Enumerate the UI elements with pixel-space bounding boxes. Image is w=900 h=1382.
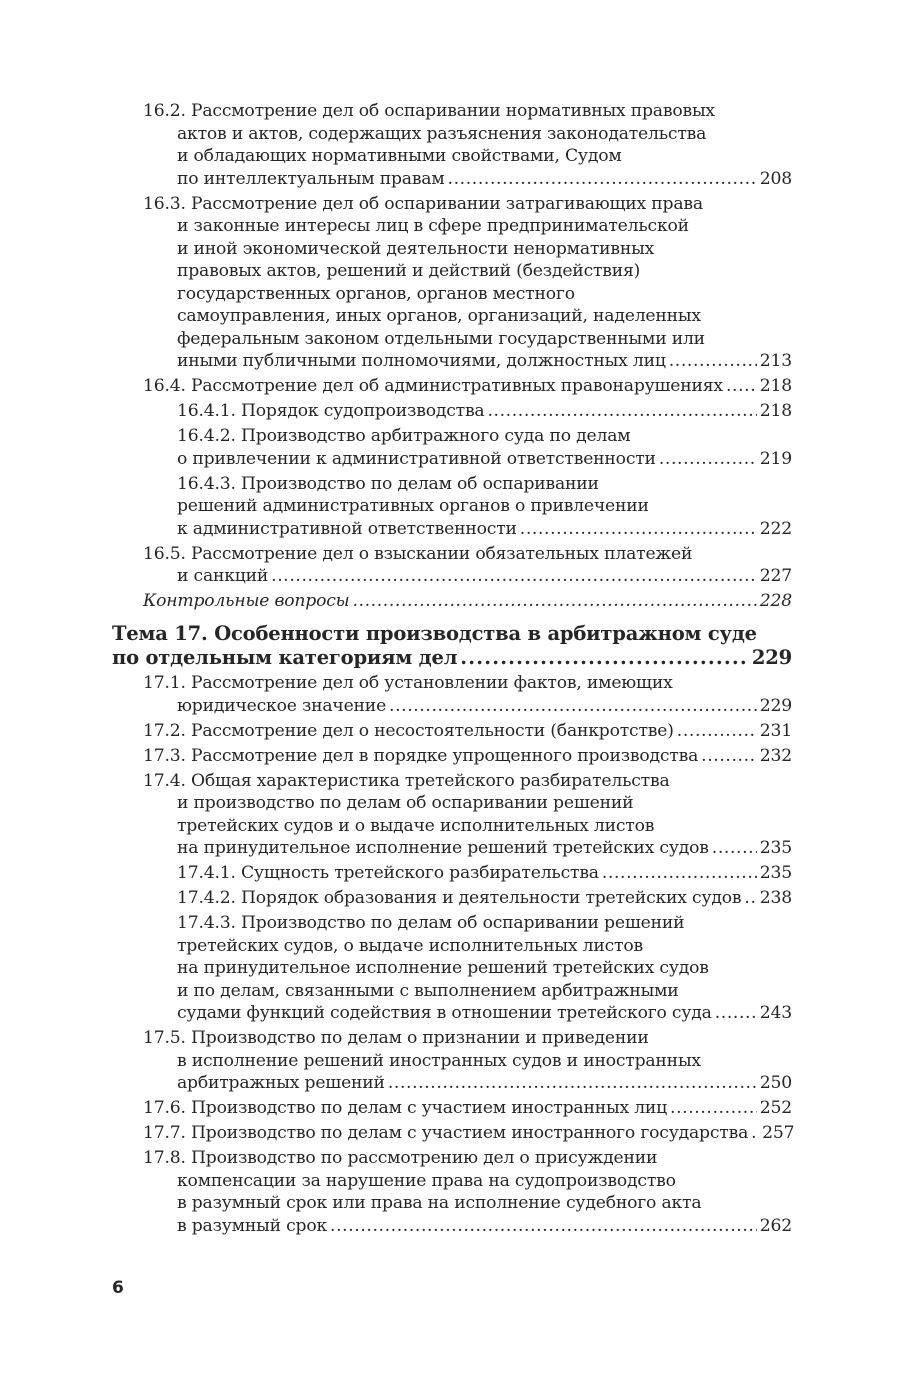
toc-entry-text: 16.2. Рассмотрение дел об оспаривании нормативных правовых	[143, 101, 715, 121]
toc-entry-text: и обладающих нормативными свойствами, Судом	[177, 146, 622, 166]
toc-entry-last-line	[143, 1097, 792, 1120]
toc-entry-text: 17.4.2. Порядок образования и деятельности третейских судов	[177, 888, 742, 908]
toc-entry[interactable]	[177, 862, 792, 885]
toc-entry-text: по отдельным категориям дел	[112, 645, 458, 669]
toc-entry-text: 17.4. Общая характеристика третейского разбирательства	[143, 770, 670, 791]
toc-entry-last-line	[143, 837, 792, 860]
toc-entry[interactable]	[143, 193, 792, 373]
dot-leader	[715, 1002, 757, 1025]
toc-entry-last-line	[143, 590, 792, 613]
toc-entry[interactable]	[177, 887, 792, 910]
dot-leader	[520, 518, 757, 541]
toc-page-number: 231	[759, 720, 792, 741]
toc-page-number: 208	[759, 168, 792, 189]
dot-leader	[726, 375, 757, 398]
dot-leader	[744, 887, 756, 910]
toc-entry-last-line	[143, 745, 792, 768]
toc-entry-last-line	[143, 1072, 792, 1095]
toc-page-number: 235	[759, 863, 792, 883]
toc-page-number: 257	[762, 1123, 795, 1143]
dot-leader	[602, 862, 757, 885]
toc-entry-last-line	[143, 1122, 795, 1145]
toc-entry-last-line	[177, 887, 792, 910]
toc-entry-last-line	[143, 375, 792, 398]
toc-entry-text: 16.4.2. Производство арбитражного суда по делам	[177, 426, 631, 446]
toc-entry-text: 16.4.1. Порядок судопроизводства	[177, 401, 485, 421]
dot-leader	[669, 350, 757, 373]
toc-page-number: 228	[759, 591, 792, 611]
toc-entry[interactable]	[143, 770, 792, 860]
dot-leader	[677, 720, 757, 743]
toc-page-number: 235	[759, 838, 792, 858]
toc-entry-text: 17.4.3. Производство по делам об оспаривании решений	[177, 913, 685, 933]
toc-entry-text: в разумный срок	[177, 1215, 328, 1236]
toc-entry-last-line	[177, 1002, 792, 1025]
toc-page-number: 238	[759, 888, 792, 908]
dot-leader	[388, 1072, 757, 1095]
toc-entry-last-line	[143, 565, 792, 588]
toc-entry-last-line	[143, 695, 792, 718]
toc-entry-text: 17.3. Рассмотрение дел в порядке упрощенного производства	[143, 745, 699, 766]
toc-entry-text: 16.4. Рассмотрение дел об административных правонарушениях	[143, 376, 723, 396]
toc-chapter-heading[interactable]	[112, 622, 792, 670]
dot-leader	[271, 565, 757, 588]
toc-entry-text: решений административных органов о привлечении	[177, 496, 649, 516]
toc-entry-text: Тема 17. Особенности производства в арбитражном суде	[112, 621, 757, 645]
toc-entry[interactable]	[143, 1147, 792, 1237]
toc-entry-text: 17.6. Производство по делам с участием иностранных лиц	[143, 1098, 668, 1118]
toc-entry-text: и санкций	[177, 566, 269, 586]
toc-entry[interactable]	[143, 720, 792, 743]
toc-page-number: 250	[759, 1073, 792, 1093]
toc-entry[interactable]	[177, 912, 792, 1025]
toc-entry-text: Контрольные вопросы	[143, 591, 350, 611]
toc-page-number: 232	[759, 745, 792, 766]
toc-entry-text: судами функций содействия в отношении третейского суда	[177, 1003, 712, 1023]
dot-leader	[751, 1122, 759, 1145]
dot-leader	[487, 400, 756, 423]
toc-entry-last-line	[177, 862, 792, 885]
toc-entry-text: 17.7. Производство по делам с участием иностранного государства	[143, 1123, 749, 1143]
toc-entry-text: иными публичными полномочиями, должностных лиц	[177, 351, 666, 371]
toc-entry-text: арбитражных решений	[177, 1073, 385, 1093]
toc-entry-last-line	[177, 400, 792, 423]
toc-entry[interactable]	[177, 473, 792, 541]
toc-entry-text: в исполнение решений иностранных судов и иностранных	[177, 1050, 701, 1071]
dot-leader	[352, 590, 756, 613]
toc-entry[interactable]	[143, 672, 792, 717]
toc-page-number: 252	[759, 1098, 792, 1118]
toc-entry-last-line	[177, 448, 792, 471]
toc-page-number: 229	[759, 695, 792, 716]
toc-entry-text: 16.4.3. Производство по делам об оспаривании	[177, 473, 599, 494]
toc-entry-text: 17.4.1. Сущность третейского разбирательства	[177, 863, 599, 883]
toc-entry-last-line	[177, 518, 792, 541]
toc-entry-text: государственных органов, органов местного	[177, 283, 575, 304]
toc-entry-text: и законные интересы лиц в сфере предпринимательской	[177, 216, 689, 236]
toc-entry-text: в разумный срок или права на исполнение судебного акта	[177, 1193, 702, 1213]
toc-entry[interactable]	[143, 543, 792, 588]
toc-entry[interactable]	[143, 745, 792, 768]
dot-leader	[460, 646, 749, 670]
toc-entry-text: к административной ответственности	[177, 518, 517, 539]
toc-entry-text: и по делам, связанными с выполнением арбитражными	[177, 980, 679, 1001]
toc-entry-last-line	[143, 350, 792, 373]
toc-entry-text: компенсации за нарушение права на судопроизводство	[177, 1170, 676, 1191]
toc-entry-text: третейских судов, о выдаче исполнительных листов	[177, 935, 643, 956]
toc-entry-text: 17.8. Производство по рассмотрению дел о присуждении	[143, 1148, 658, 1168]
toc-entry-text: и производство по делам об оспаривании решений	[177, 793, 634, 813]
toc-page-number: 213	[759, 351, 792, 371]
page-number: 6	[112, 1278, 124, 1298]
toc-entry[interactable]	[143, 1122, 795, 1145]
toc-page-number: 219	[759, 448, 792, 469]
toc-entry-text: федеральным законом отдельными государственными или	[177, 328, 705, 349]
dot-leader	[701, 745, 757, 768]
dot-leader	[448, 168, 757, 191]
toc-entry-last-line	[143, 720, 792, 743]
toc-entry[interactable]	[143, 1097, 792, 1120]
toc-entry-text: 17.5. Производство по делам о признании и приведении	[143, 1028, 649, 1048]
toc-entry-text: 17.1. Рассмотрение дел об установлении фактов, имеющих	[143, 673, 673, 693]
toc-entry[interactable]	[143, 1027, 792, 1095]
dot-leader	[712, 837, 757, 860]
toc-entry-text: 16.5. Рассмотрение дел о взыскании обязательных платежей	[143, 543, 693, 564]
toc-entry-text: на принудительное исполнение решений третейских судов	[177, 838, 709, 858]
toc-page-number: 222	[759, 518, 792, 539]
toc-page-number: 229	[751, 645, 792, 669]
toc-entry-last-line	[112, 646, 792, 670]
toc-page-number: 218	[759, 376, 792, 396]
toc-entry-text: самоуправления, иных органов, организаций, наделенных	[177, 306, 701, 326]
toc-entry-text: на принудительное исполнение решений третейских судов	[177, 958, 709, 978]
toc-entry-text: юридическое значение	[177, 695, 387, 716]
dot-leader	[389, 695, 757, 718]
toc-entry-last-line	[143, 168, 792, 191]
toc-page-number: 243	[759, 1003, 792, 1023]
toc-page-number: 218	[759, 401, 792, 421]
toc-entry-text: 17.2. Рассмотрение дел о несостоятельности (банкротстве)	[143, 720, 674, 741]
dot-leader	[330, 1215, 757, 1238]
dot-leader	[659, 448, 757, 471]
table-of-contents	[112, 100, 795, 1237]
toc-entry-last-line	[143, 1215, 792, 1238]
toc-entry-text: и иной экономической деятельности ненормативных	[177, 238, 655, 259]
toc-entry[interactable]	[177, 400, 792, 423]
toc-entry[interactable]	[143, 100, 792, 190]
toc-entry[interactable]	[177, 425, 792, 470]
toc-entry-text: 16.3. Рассмотрение дел об оспаривании затрагивающих права	[143, 193, 703, 214]
toc-page-number: 227	[759, 566, 792, 586]
toc-page-number: 262	[759, 1215, 792, 1236]
toc-entry-text: о привлечении к административной ответственности	[177, 448, 656, 469]
toc-entry-text: актов и актов, содержащих разъяснения законодательства	[177, 123, 707, 144]
toc-entry-text: третейских судов и о выдаче исполнительных листов	[177, 815, 655, 836]
toc-entry-text: по интеллектуальным правам	[177, 168, 445, 189]
toc-entry-text: правовых актов, решений и действий (бездействия)	[177, 261, 641, 281]
dot-leader	[670, 1097, 757, 1120]
toc-entry[interactable]	[143, 590, 792, 613]
toc-entry[interactable]	[143, 375, 792, 398]
